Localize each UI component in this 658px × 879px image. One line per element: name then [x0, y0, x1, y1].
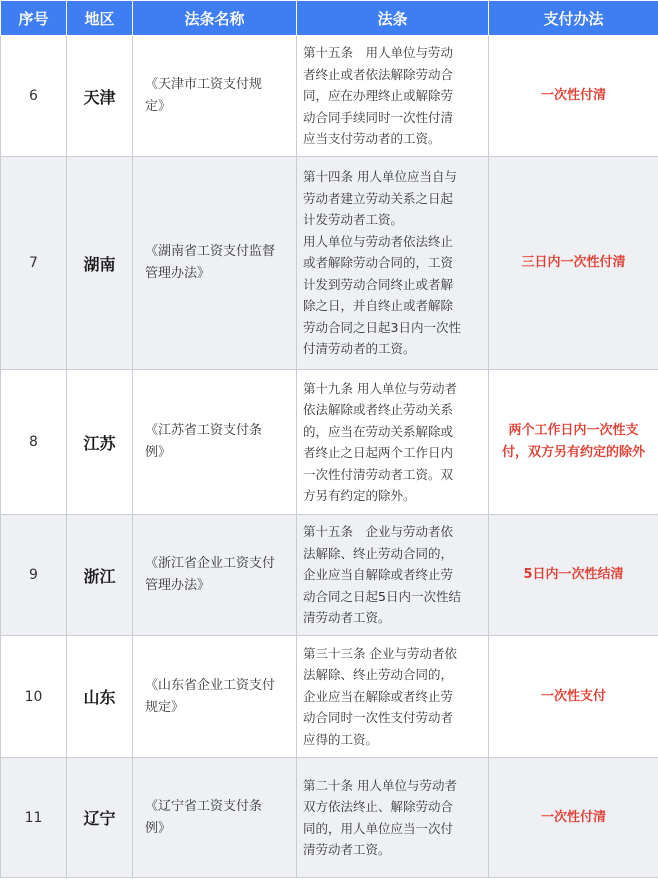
row-region: 浙江 — [67, 515, 133, 636]
header-law-name: 法条名称 — [133, 1, 297, 36]
row-num: 11 — [1, 758, 67, 878]
row-law-name: 《山东省企业工资支付 规定》 — [145, 677, 276, 715]
row-region: 湖南 — [67, 157, 133, 370]
row-region: 山东 — [67, 636, 133, 758]
row-law-name: 《辽宁省工资支付条 例》 — [145, 798, 263, 836]
table-row — [1, 157, 658, 370]
row-payment: 三日内一次性付清 — [521, 255, 626, 270]
row-region: 天津 — [67, 36, 133, 157]
table-row — [1, 370, 658, 515]
row-payment: 一次性支付 — [540, 688, 606, 704]
table-row — [1, 515, 658, 636]
row-clause: 第十四条 用人单位应当自与 劳动者建立劳动关系之日起 计发劳动者工资。 用人单位与劳动者依法终止 或者解除劳动合同的，工资 计发到劳动合同终止或者解 除之日，并自终止或者解除 劳动合同之日起3日内一次性 付清劳动者的工资。 — [303, 169, 461, 357]
header-payment: 支付办法 — [489, 1, 658, 36]
row-clause: 第十五条 用人单位与劳动 者终止或者依法解除劳动合 同，应在办理终止或解除劳 动合同手续同时一次性付清 应当支付劳动者的工资。 — [303, 45, 454, 147]
row-law-name: 《江苏省工资支付条 例》 — [145, 423, 263, 460]
row-clause: 第三十三条 企业与劳动者依 法解除、终止劳动合同的， 企业应当在解除或者终止劳 动合同时一次性支付劳动者 应得的工资。 — [303, 645, 457, 747]
row-law-name: 《湖南省工资支付监督 管理办法》 — [145, 244, 276, 281]
row-num: 8 — [1, 370, 67, 515]
row-payment: 一次性付清 — [540, 88, 606, 103]
header-clause: 法条 — [297, 1, 489, 36]
row-num: 6 — [1, 36, 67, 157]
row-clause: 第十九条 用人单位与劳动者 依法解除或者终止劳动关系 的，应当在劳动关系解除或 者终止之日起两个工作日内 一次性付清劳动者工资。双 方另有约定的除外。 — [303, 380, 457, 503]
row-payment: 两个工作日内一次性支 付，双方另有约定的除外 — [501, 423, 645, 460]
row-law-name: 《浙江省企业工资支付 管理办法》 — [145, 556, 276, 593]
row-payment: 一次性付清 — [540, 809, 606, 825]
table-row — [1, 36, 658, 157]
table-header-row — [1, 1, 658, 36]
row-law-name: 《天津市工资支付规 定》 — [145, 77, 263, 114]
row-payment: 5日内一次性结清 — [523, 567, 624, 582]
row-clause: 第十五条 企业与劳动者依 法解除、终止劳动合同的， 企业应当自解除或者终止劳 动合同之日起5日内一次性结 清劳动者工资。 — [303, 524, 461, 626]
row-num: 9 — [1, 515, 67, 636]
row-num: 10 — [1, 636, 67, 758]
table-row — [1, 758, 658, 878]
row-region: 江苏 — [67, 370, 133, 515]
header-num: 序号 — [1, 1, 67, 36]
row-region: 辽宁 — [67, 758, 133, 878]
row-clause: 第二十条 用人单位与劳动者 双方依法终止、解除劳动合 同的，用人单位应当一次付 清劳动者工资。 — [303, 777, 457, 857]
table-row — [1, 636, 658, 758]
header-region: 地区 — [67, 1, 133, 36]
row-num: 7 — [1, 157, 67, 370]
